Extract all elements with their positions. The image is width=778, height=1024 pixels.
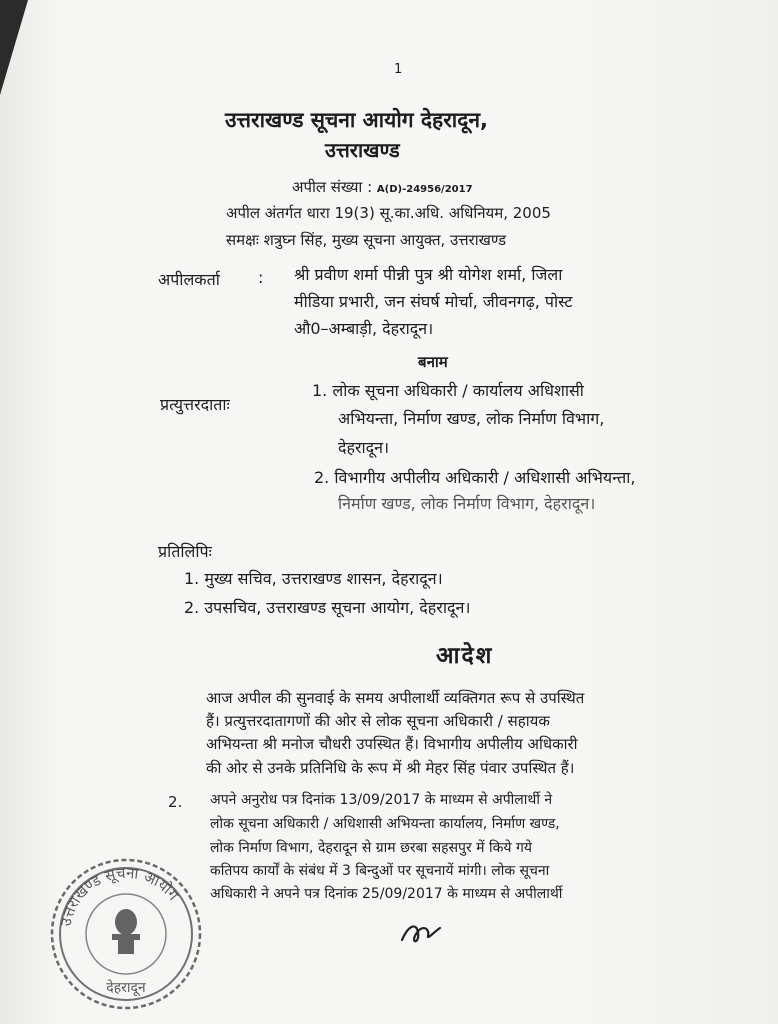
appellant-label: अपीलकर्ता — [158, 270, 220, 289]
paragraph-2-line: लोक सूचना अधिकारी / अधिशासी अभियन्ता कार्यालय, निर्माण खण्ड, — [210, 816, 560, 832]
appeal-number-value: A(D)-24956/2017 — [376, 184, 473, 195]
paragraph-2-line: लोक निर्माण विभाग, देहरादून से ग्राम छरबा सहसपुर में किये गये — [210, 840, 532, 856]
respondent-line: निर्माण खण्ड, लोक निर्माण विभाग, देहरादून। — [338, 494, 596, 513]
paragraph-2-line: अपने अनुरोध पत्र दिनांक 13/09/2017 के माध्यम से अपीलार्थी ने — [210, 792, 553, 808]
signature-mark — [396, 914, 446, 954]
versus-heading: बनाम — [418, 353, 448, 371]
paragraph-1-line: आज अपील की सुनवाई के समय अपीलार्थी व्यक्तिगत रूप से उपस्थित — [206, 689, 585, 707]
respondent-line: देहरादून। — [338, 438, 390, 457]
respondent-label: प्रत्युत्तरदाताः — [160, 395, 230, 414]
paragraph-2-number: 2. — [168, 793, 183, 811]
page-number: 1 — [394, 62, 403, 77]
copy-to-label: प्रतिलिपिः — [158, 542, 212, 561]
svg-text:देहरादून: देहरादून — [106, 980, 146, 996]
svg-text:उत्तराखण्ड सूचना आयोग: उत्तराखण्ड सूचना आयोग — [56, 863, 183, 928]
paragraph-2-line: अधिकारी ने अपने पत्र दिनांक 25/09/2017 के माध्यम से अपीलार्थी — [210, 886, 563, 902]
respondent-line: 2. विभागीय अपीलीय अधिकारी / अधिशासी अभियन्ता, — [314, 468, 636, 487]
appellant-line: श्री प्रवीण शर्मा पीन्नी पुत्र श्री योगेश शर्मा, जिला — [294, 265, 563, 284]
appeal-section-line: अपील अंतर्गत धारा 19(3) सू.का.अधि. अधिनियम, 2005 — [226, 204, 551, 222]
copy-to-line: 1. मुख्य सचिव, उत्तराखण्ड शासन, देहरादून। — [184, 569, 443, 588]
commission-title-state: उत्तराखण्ड — [325, 138, 400, 162]
appeal-number-line — [292, 177, 473, 197]
paragraph-1-line: की ओर से उनके प्रतिनिधि के रूप में श्री मेहर सिंह पंवार उपस्थित हैं। — [206, 759, 575, 777]
respondent-line: अभियन्ता, निर्माण खण्ड, लोक निर्माण विभाग, — [338, 409, 605, 428]
appeal-number-label: अपील संख्या : — [292, 178, 373, 196]
respondent-line: 1. लोक सूचना अधिकारी / कार्यालय अधिशासी — [312, 381, 584, 400]
copy-to-line: 2. उपसचिव, उत्तराखण्ड सूचना आयोग, देहरादून। — [184, 598, 471, 617]
paragraph-1-line: अभियन्ता श्री मनोज चौधरी उपस्थित हैं। विभागीय अपीलीय अधिकारी — [206, 735, 578, 753]
paragraph-1-line: हैं। प्रत्युत्तरदातागणों की ओर से लोक सूचना अधिकारी / सहायक — [206, 712, 550, 730]
order-heading: आदेश — [436, 643, 494, 669]
page-corner-shadow — [0, 0, 28, 95]
emblem-icon — [112, 909, 140, 954]
commission-title: उत्तराखण्ड सूचना आयोग देहरादून, — [225, 108, 489, 132]
appellant-line: मीडिया प्रभारी, जन संघर्ष मोर्चा, जीवनगढ़, पोस्ट — [294, 292, 573, 311]
commission-seal-stamp — [48, 856, 204, 1012]
presiding-officer-line: समक्षः शत्रुघ्न सिंह, मुख्य सूचना आयुक्त, उत्तराखण्ड — [226, 231, 507, 249]
paragraph-2-line: कतिपय कार्यों के संबंध में 3 बिन्दुओं पर सूचनायें मांगी। लोक सूचना — [210, 863, 550, 879]
appellant-colon: : — [258, 268, 264, 287]
appellant-line: औ0–अम्बाड़ी, देहरादून। — [294, 319, 434, 338]
